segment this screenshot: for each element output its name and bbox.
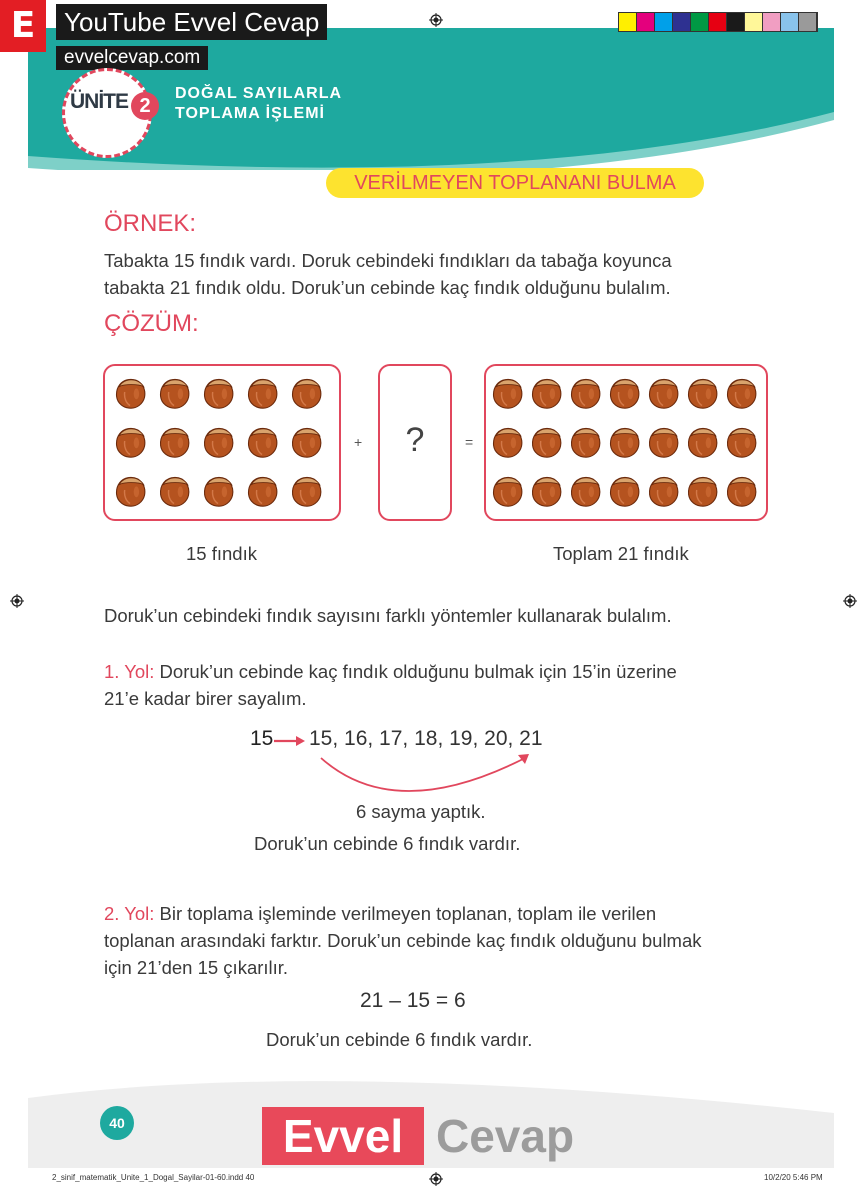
hazelnut-icon	[490, 472, 526, 508]
given-caption: 15 fındık	[186, 543, 257, 564]
hazelnut-cell	[113, 374, 157, 423]
hazelnut-cell	[289, 423, 333, 472]
method1-line2: 21’e kadar birer sayalım.	[104, 688, 307, 709]
equals-sign: =	[465, 434, 474, 450]
given-nuts-grid	[113, 374, 333, 521]
hazelnut-cell	[646, 423, 685, 472]
method2-label: 2. Yol:	[104, 903, 155, 924]
total-nuts-grid	[490, 374, 763, 521]
hazelnut-cell	[568, 374, 607, 423]
unit-title-line1: DOĞAL SAYILARLA	[175, 85, 343, 102]
hazelnut-cell	[490, 423, 529, 472]
hazelnut-cell	[490, 374, 529, 423]
logo-evvel: Evvel	[262, 1107, 424, 1165]
hazelnut-icon	[245, 423, 281, 459]
hazelnut-icon	[113, 374, 149, 410]
hazelnut-cell	[157, 472, 201, 521]
channel-badge: E	[0, 0, 46, 52]
color-calibration-bar	[618, 12, 818, 32]
page-number: 40	[100, 1106, 134, 1140]
hazelnut-icon	[490, 374, 526, 410]
channel-name: YouTube Evvel Cevap	[56, 4, 327, 40]
unit-title-line2: TOPLAMA İŞLEMİ	[175, 105, 325, 122]
count-sequence: 15, 16, 17, 18, 19, 20, 21	[309, 727, 543, 750]
hazelnut-cell	[568, 472, 607, 521]
color-swatch	[709, 13, 727, 31]
hazelnut-icon	[607, 423, 643, 459]
hazelnut-icon	[157, 472, 193, 508]
hazelnut-cell	[157, 374, 201, 423]
hazelnut-icon	[201, 374, 237, 410]
hazelnut-cell	[646, 472, 685, 521]
color-swatch	[763, 13, 781, 31]
registration-mark-icon	[429, 1172, 443, 1186]
method2-result: Doruk’un cebinde 6 fındık vardır.	[266, 1029, 533, 1050]
method2-text	[104, 900, 764, 981]
hazelnut-icon	[529, 472, 565, 508]
hazelnut-cell	[289, 472, 333, 521]
intro-text: Doruk’un cebindeki fındık sayısını farklı yöntemler kullanarak bulalım.	[104, 605, 672, 626]
hazelnut-cell	[607, 374, 646, 423]
registration-mark-icon	[10, 594, 24, 608]
hazelnut-cell	[201, 472, 245, 521]
hazelnut-cell	[245, 472, 289, 521]
arrow-right-icon	[274, 734, 306, 748]
section-title: VERİLMEYEN TOPLANANI BULMA	[326, 168, 704, 198]
example-line1: Tabakta 15 fındık vardı. Doruk cebindeki fındıkları da tabağa koyunca	[104, 250, 672, 271]
question-mark: ?	[405, 421, 425, 459]
equation: 21 – 15 = 6	[360, 989, 466, 1012]
hazelnut-cell	[245, 374, 289, 423]
footer-date: 10/2/20 5:46 PM	[764, 1173, 823, 1182]
logo-cevap: Cevap	[436, 1110, 575, 1162]
hazelnut-cell	[724, 472, 763, 521]
hazelnut-cell	[490, 472, 529, 521]
hazelnut-icon	[490, 423, 526, 459]
registration-mark-icon	[843, 594, 857, 608]
example-text	[104, 247, 744, 301]
method1-result: Doruk’un cebinde 6 fındık vardır.	[254, 833, 521, 854]
hazelnut-cell	[113, 472, 157, 521]
hazelnut-icon	[157, 423, 193, 459]
hazelnut-icon	[607, 472, 643, 508]
hazelnut-cell	[724, 374, 763, 423]
hazelnut-icon	[646, 472, 682, 508]
hazelnut-cell	[685, 423, 724, 472]
hazelnut-icon	[685, 423, 721, 459]
hazelnut-icon	[201, 472, 237, 508]
example-heading: ÖRNEK:	[104, 210, 197, 237]
method2-line2: toplanan arasındaki farktır. Doruk’un cebinde kaç fındık olduğunu bulmak	[104, 930, 702, 951]
example-line2: tabakta 21 fındık oldu. Doruk’un cebinde kaç fındık olduğunu bulalım.	[104, 277, 671, 298]
registration-mark-icon	[429, 13, 443, 27]
given-nuts-box	[103, 364, 341, 521]
color-swatch	[799, 13, 817, 31]
hazelnut-icon	[724, 374, 760, 410]
method1-line1: Doruk’un cebinde kaç fındık olduğunu bulmak için 15’in üzerine	[154, 661, 677, 682]
plus-sign: +	[354, 434, 363, 450]
method2-line3: için 21’den 15 çıkarılır.	[104, 957, 289, 978]
total-nuts-box	[484, 364, 768, 521]
channel-site: evvelcevap.com	[56, 46, 208, 70]
solution-heading: ÇÖZÜM:	[104, 310, 199, 337]
hazelnut-icon	[568, 374, 604, 410]
hazelnut-icon	[724, 472, 760, 508]
hazelnut-icon	[646, 374, 682, 410]
hazelnut-cell	[245, 423, 289, 472]
hazelnut-cell	[646, 374, 685, 423]
count-arc-arrow	[315, 752, 535, 800]
method1-text	[104, 658, 744, 712]
color-swatch	[745, 13, 763, 31]
hazelnut-icon	[607, 374, 643, 410]
hazelnut-cell	[529, 472, 568, 521]
count-note: 6 sayma yaptık.	[356, 801, 486, 822]
hazelnut-cell	[724, 423, 763, 472]
hazelnut-icon	[157, 374, 193, 410]
hazelnut-cell	[157, 423, 201, 472]
hazelnut-icon	[685, 472, 721, 508]
hazelnut-cell	[685, 472, 724, 521]
hazelnut-icon	[529, 423, 565, 459]
unit-label: ÜNİTE	[70, 90, 128, 113]
hazelnut-icon	[646, 423, 682, 459]
hazelnut-cell	[529, 374, 568, 423]
hazelnut-cell	[113, 423, 157, 472]
hazelnut-icon	[529, 374, 565, 410]
hazelnut-icon	[685, 374, 721, 410]
unit-title	[175, 84, 342, 124]
method2-line1: Bir toplama işleminde verilmeyen toplanan, toplam ile verilen	[154, 903, 657, 924]
hazelnut-cell	[685, 374, 724, 423]
color-swatch	[655, 13, 673, 31]
hazelnut-icon	[245, 472, 281, 508]
hazelnut-icon	[289, 472, 325, 508]
color-swatch	[673, 13, 691, 31]
color-swatch	[637, 13, 655, 31]
hazelnut-icon	[568, 472, 604, 508]
hazelnut-icon	[201, 423, 237, 459]
bottom-wave	[28, 1058, 834, 1168]
count-start: 15	[250, 727, 274, 750]
hazelnut-cell	[289, 374, 333, 423]
color-swatch	[619, 13, 637, 31]
hazelnut-icon	[289, 374, 325, 410]
hazelnut-cell	[529, 423, 568, 472]
hazelnut-icon	[113, 472, 149, 508]
hazelnut-icon	[113, 423, 149, 459]
hazelnut-cell	[201, 374, 245, 423]
hazelnut-cell	[607, 423, 646, 472]
method1-label: 1. Yol:	[104, 661, 155, 682]
hazelnut-cell	[607, 472, 646, 521]
hazelnut-cell	[568, 423, 607, 472]
footer-file: 2_sinif_matematik_Unite_1_Dogal_Sayilar-01-60.indd 40	[52, 1173, 255, 1182]
hazelnut-icon	[289, 423, 325, 459]
unit-number: 2	[131, 92, 159, 120]
hazelnut-icon	[245, 374, 281, 410]
hazelnut-icon	[568, 423, 604, 459]
unknown-box	[378, 364, 452, 521]
color-swatch	[781, 13, 799, 31]
color-swatch	[691, 13, 709, 31]
hazelnut-icon	[724, 423, 760, 459]
color-swatch	[727, 13, 745, 31]
hazelnut-cell	[201, 423, 245, 472]
total-caption: Toplam 21 fındık	[553, 543, 689, 564]
